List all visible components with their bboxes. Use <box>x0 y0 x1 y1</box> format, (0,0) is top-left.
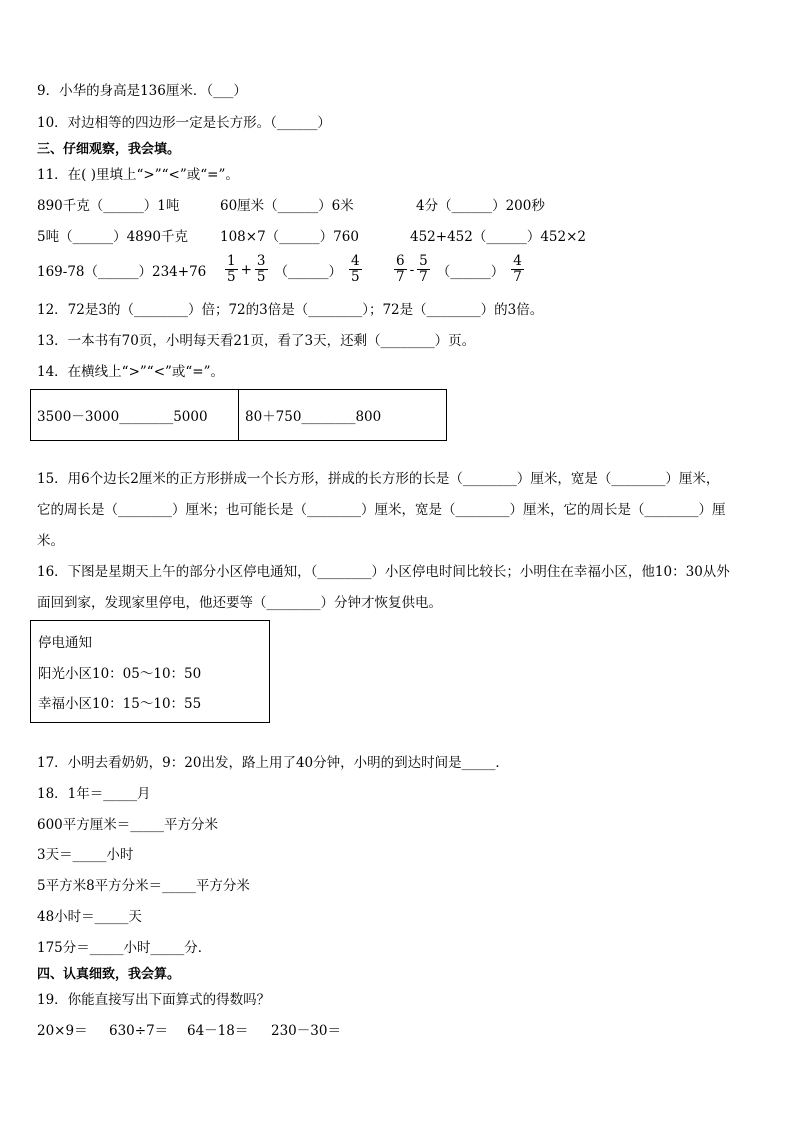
question-18-line: 5平方米8平方分米＝_____平方分米 <box>37 878 250 894</box>
denominator: 7 <box>396 269 405 285</box>
denominator: 5 <box>227 269 236 285</box>
question-18-line: 18．1年＝_____月 <box>37 786 151 802</box>
question-19: 19．你能直接写出下面算式的得数吗？ <box>37 992 271 1008</box>
numerator: 5 <box>419 253 428 269</box>
q11-fraction-item <box>224 254 363 285</box>
fraction <box>255 254 268 285</box>
question-17: 17．小明去看奶奶，9：20出发，路上用了40分钟，小明的到达时间是_____． <box>37 755 509 771</box>
section-4-heading: 四、认真细致，我会算。 <box>37 967 181 982</box>
q11-fraction-item <box>393 254 525 285</box>
notice-line: 幸福小区10：15～10：55 <box>38 696 202 712</box>
notice-line: 阳光小区10：05～10：50 <box>38 666 202 682</box>
answer-blank: （______） <box>274 263 342 280</box>
question-13: 13．一本书有70页，小明每天看21页，看了3天，还剩（________）页。 <box>37 333 476 349</box>
fraction <box>225 254 238 285</box>
q11-item: 452+452（______）452×2 <box>410 229 587 245</box>
question-18-line: 600平方厘米＝_____平方分米 <box>37 817 219 833</box>
fraction <box>394 254 407 285</box>
denominator: 5 <box>256 269 266 285</box>
q11-item: 108×7（______）760 <box>220 229 359 245</box>
numerator: 4 <box>351 253 360 269</box>
answer-blank: （______） <box>436 263 505 280</box>
section-3-heading: 三、仔细观察，我会填。 <box>37 142 181 157</box>
fraction <box>349 254 362 285</box>
question-16-line-2: 面回到家，发现家里停电，他还要等（________）分钟才恢复供电。 <box>37 595 442 611</box>
notice-title: 停电通知 <box>38 635 92 651</box>
q11-item: 60厘米（______）6米 <box>220 198 354 214</box>
question-18-line: 175分＝_____小时_____分． <box>37 940 212 956</box>
question-12: 12．72是3的（________）倍；72的3倍是（________）；72是（________）的3倍。 <box>37 302 544 318</box>
q11-item: 5吨（______）4890千克 <box>37 229 188 245</box>
q19-item: 64－18＝ <box>187 1023 249 1039</box>
question-10: 10．对边相等的四边形一定是长方形。（______） <box>37 115 331 131</box>
q11-item: 890千克（______）1吨 <box>37 198 180 214</box>
q11-item: 4分（______）200秒 <box>416 198 545 214</box>
question-15-line-1: 15．用6个边长2厘米的正方形拼成一个长方形，拼成的长方形的长是（________）厘米，宽是（________）厘米， <box>37 471 720 487</box>
numerator: 1 <box>227 253 236 269</box>
operator: - <box>409 261 415 278</box>
question-14: 14．在横线上“>”“<”或“=”。 <box>37 364 225 380</box>
question-11: 11．在( )里填上“>”“<”或“=”。 <box>37 167 239 183</box>
comparison-cell: 80＋750________800 <box>239 390 447 441</box>
fraction <box>511 254 524 285</box>
numerator: 6 <box>396 253 405 269</box>
q19-item: 230－30＝ <box>271 1023 341 1039</box>
numerator: 3 <box>256 253 266 269</box>
power-outage-notice <box>30 620 270 723</box>
question-9: 9．小华的身高是136厘米．（___） <box>37 83 247 99</box>
question-16-line-1: 16．下图是星期天上午的部分小区停电通知，（________）小区停电时间比较长；小明住在幸福小区，他10：30从外 <box>37 564 730 580</box>
comparison-cell: 3500－3000________5000 <box>31 390 239 441</box>
question-15-line-3: 米。 <box>37 533 64 549</box>
comparison-table <box>30 389 447 441</box>
question-18-line: 3天＝_____小时 <box>37 847 134 863</box>
fraction <box>417 254 430 285</box>
q19-item: 630÷7＝ <box>109 1023 169 1039</box>
q11-item: 169-78（______）234+76 <box>37 264 207 280</box>
denominator: 5 <box>351 269 360 285</box>
operator: + <box>240 261 252 278</box>
denominator: 7 <box>513 269 522 285</box>
question-15-line-2: 它的周长是（________）厘米；也可能长是（________）厘米，宽是（________）厘米，它的周长是（________）厘 <box>37 502 726 518</box>
numerator: 4 <box>513 253 522 269</box>
denominator: 7 <box>419 269 428 285</box>
question-18-line: 48小时＝_____天 <box>37 909 142 925</box>
q19-item: 20×9＝ <box>37 1023 88 1039</box>
